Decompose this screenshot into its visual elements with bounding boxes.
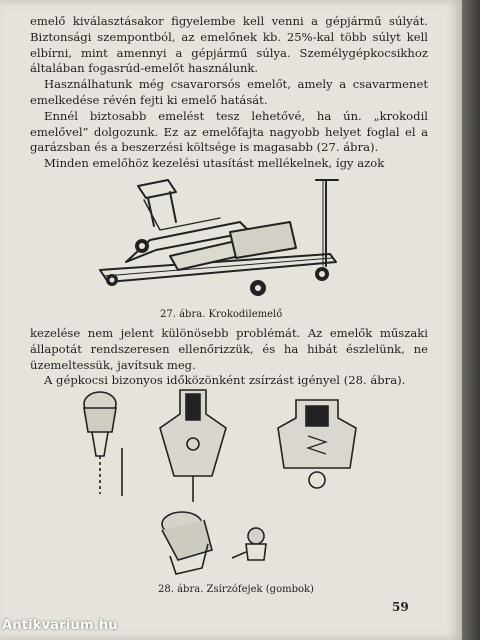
paragraph-4: Minden emelőhöz kezelési utasítást mellékelnek, így azok (44, 156, 385, 171)
watermark: Antikvarium.hu (2, 618, 118, 633)
figure-28-grease-nipples (70, 384, 370, 582)
figure-27-crocodile-jack (90, 170, 380, 308)
middle-text-block (30, 326, 428, 389)
figure-27-caption: 27. ábra. Krokodilemelő (160, 309, 283, 320)
paragraph-6: A gépkocsi bizonyos időközönként zsírzást igényel (28. ábra). (44, 373, 406, 388)
paragraph-3: Ennél biztosabb emelést tesz lehetővé, ha ún. „krokodil emelővel” dolgozunk. Ez az emelőfajta nagyobb helyet foglal el a garázsban és a beszerzési költsége is magasabb (27. ábra). (30, 108, 428, 155)
figure-28-caption: 28. ábra. Zsírzófejek (gombok) (158, 584, 314, 595)
book-spine (462, 0, 480, 640)
top-text-block (30, 14, 428, 172)
paragraph-1: emelő kiválasztásakor figyelembe kell venni a gépjármű súlyát. Biztonsági szempontból, az emelőnek kb. 25%-kal több súlyt kell elbírni, mint amennyi a gépjármű súlya. Személygépkocsikhoz általában fogasrúd-emelőt használunk. (30, 14, 428, 76)
page-number: 59 (392, 600, 409, 614)
paragraph-2: Használhatunk még csavarorsós emelőt, amely a csavarmenet emelkedése révén fejti ki emelő hatását. (30, 77, 428, 107)
paragraph-5: kezelése nem jelent különösebb problémát. Az emelők műszaki állapotát rendszeresen ellenőrizzük, és ha hibát észlelünk, ne üzemeltessük, javítsuk meg. (30, 326, 428, 372)
